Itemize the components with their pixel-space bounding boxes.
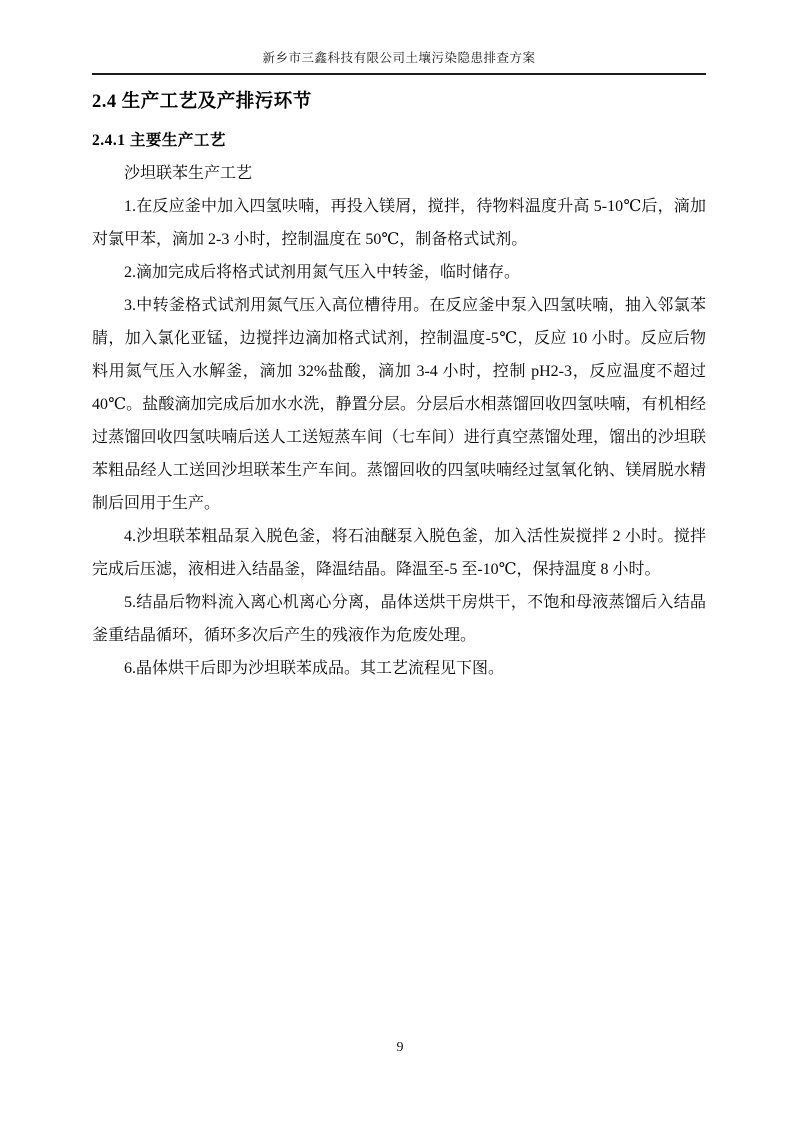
paragraph-process-title: 沙坦联苯生产工艺: [124, 165, 253, 182]
page-footer: [0, 1038, 800, 1058]
paragraph-step-6: 6.晶体烘干后即为沙坦联苯成品。其工艺流程见下图。: [124, 660, 505, 677]
document-body: [92, 84, 706, 685]
paragraph-step-2: 2.滴加完成后将格式试剂用氮气压入中转釜，临时储存。: [124, 264, 521, 281]
subsection-heading: 2.4.1 主要生产工艺: [92, 132, 226, 149]
paragraph-step-1: 1.在反应釜中加入四氢呋喃，再投入镁屑，搅拌，待物料温度升高 5-10℃后，滴加对氯甲苯，滴加 2-3 小时，控制温度在 50℃，制备格式试剂。: [92, 198, 706, 248]
process-description: [92, 157, 706, 685]
paragraph-step-4: 4.沙坦联苯粗品泵入脱色釜，将石油醚泵入脱色釜，加入活性炭搅拌 2 小时。搅拌完成后压滤，液相进入结晶釜，降温结晶。降温至-5 至-10℃，保持温度 8 小时。: [92, 528, 706, 578]
header-title: 新乡市三鑫科技有限公司土壤污染隐患排查方案: [262, 51, 536, 65]
page-number: 9: [396, 1040, 404, 1055]
paragraph-step-3: 3.中转釜格式试剂用氮气压入高位槽待用。在反应釜中泵入四氢呋喃，抽入邻氯苯腈，加入氯化亚锰，边搅拌边滴加格式试剂，控制温度-5℃，反应 10 小时。反应后物料用氮气压入水解釜，滴加 32%盐酸，滴加 3-4 小时，控制 pH2-3，反应温度不超过 40℃。盐酸滴加完成后加水水洗，静置分层。分层后水相蒸馏回收四氢呋喃，有机相经过蒸馏回收四氢呋喃后送人工送短蒸车间（七车间）进行真空蒸馏处理，馏出的沙坦联苯粗品经人工送回沙坦联苯生产车间。蒸馏回收的四氢呋喃经过氢氧化钠、镁屑脱水精制后回用于生产。: [92, 297, 706, 512]
section-heading: 2.4 生产工艺及产排污环节: [92, 92, 312, 112]
page-header: [92, 50, 706, 75]
paragraph-step-5: 5.结晶后物料流入离心机离心分离，晶体送烘干房烘干，不饱和母液蒸馏后入结晶釜重结晶循环，循环多次后产生的残液作为危废处理。: [92, 594, 706, 644]
